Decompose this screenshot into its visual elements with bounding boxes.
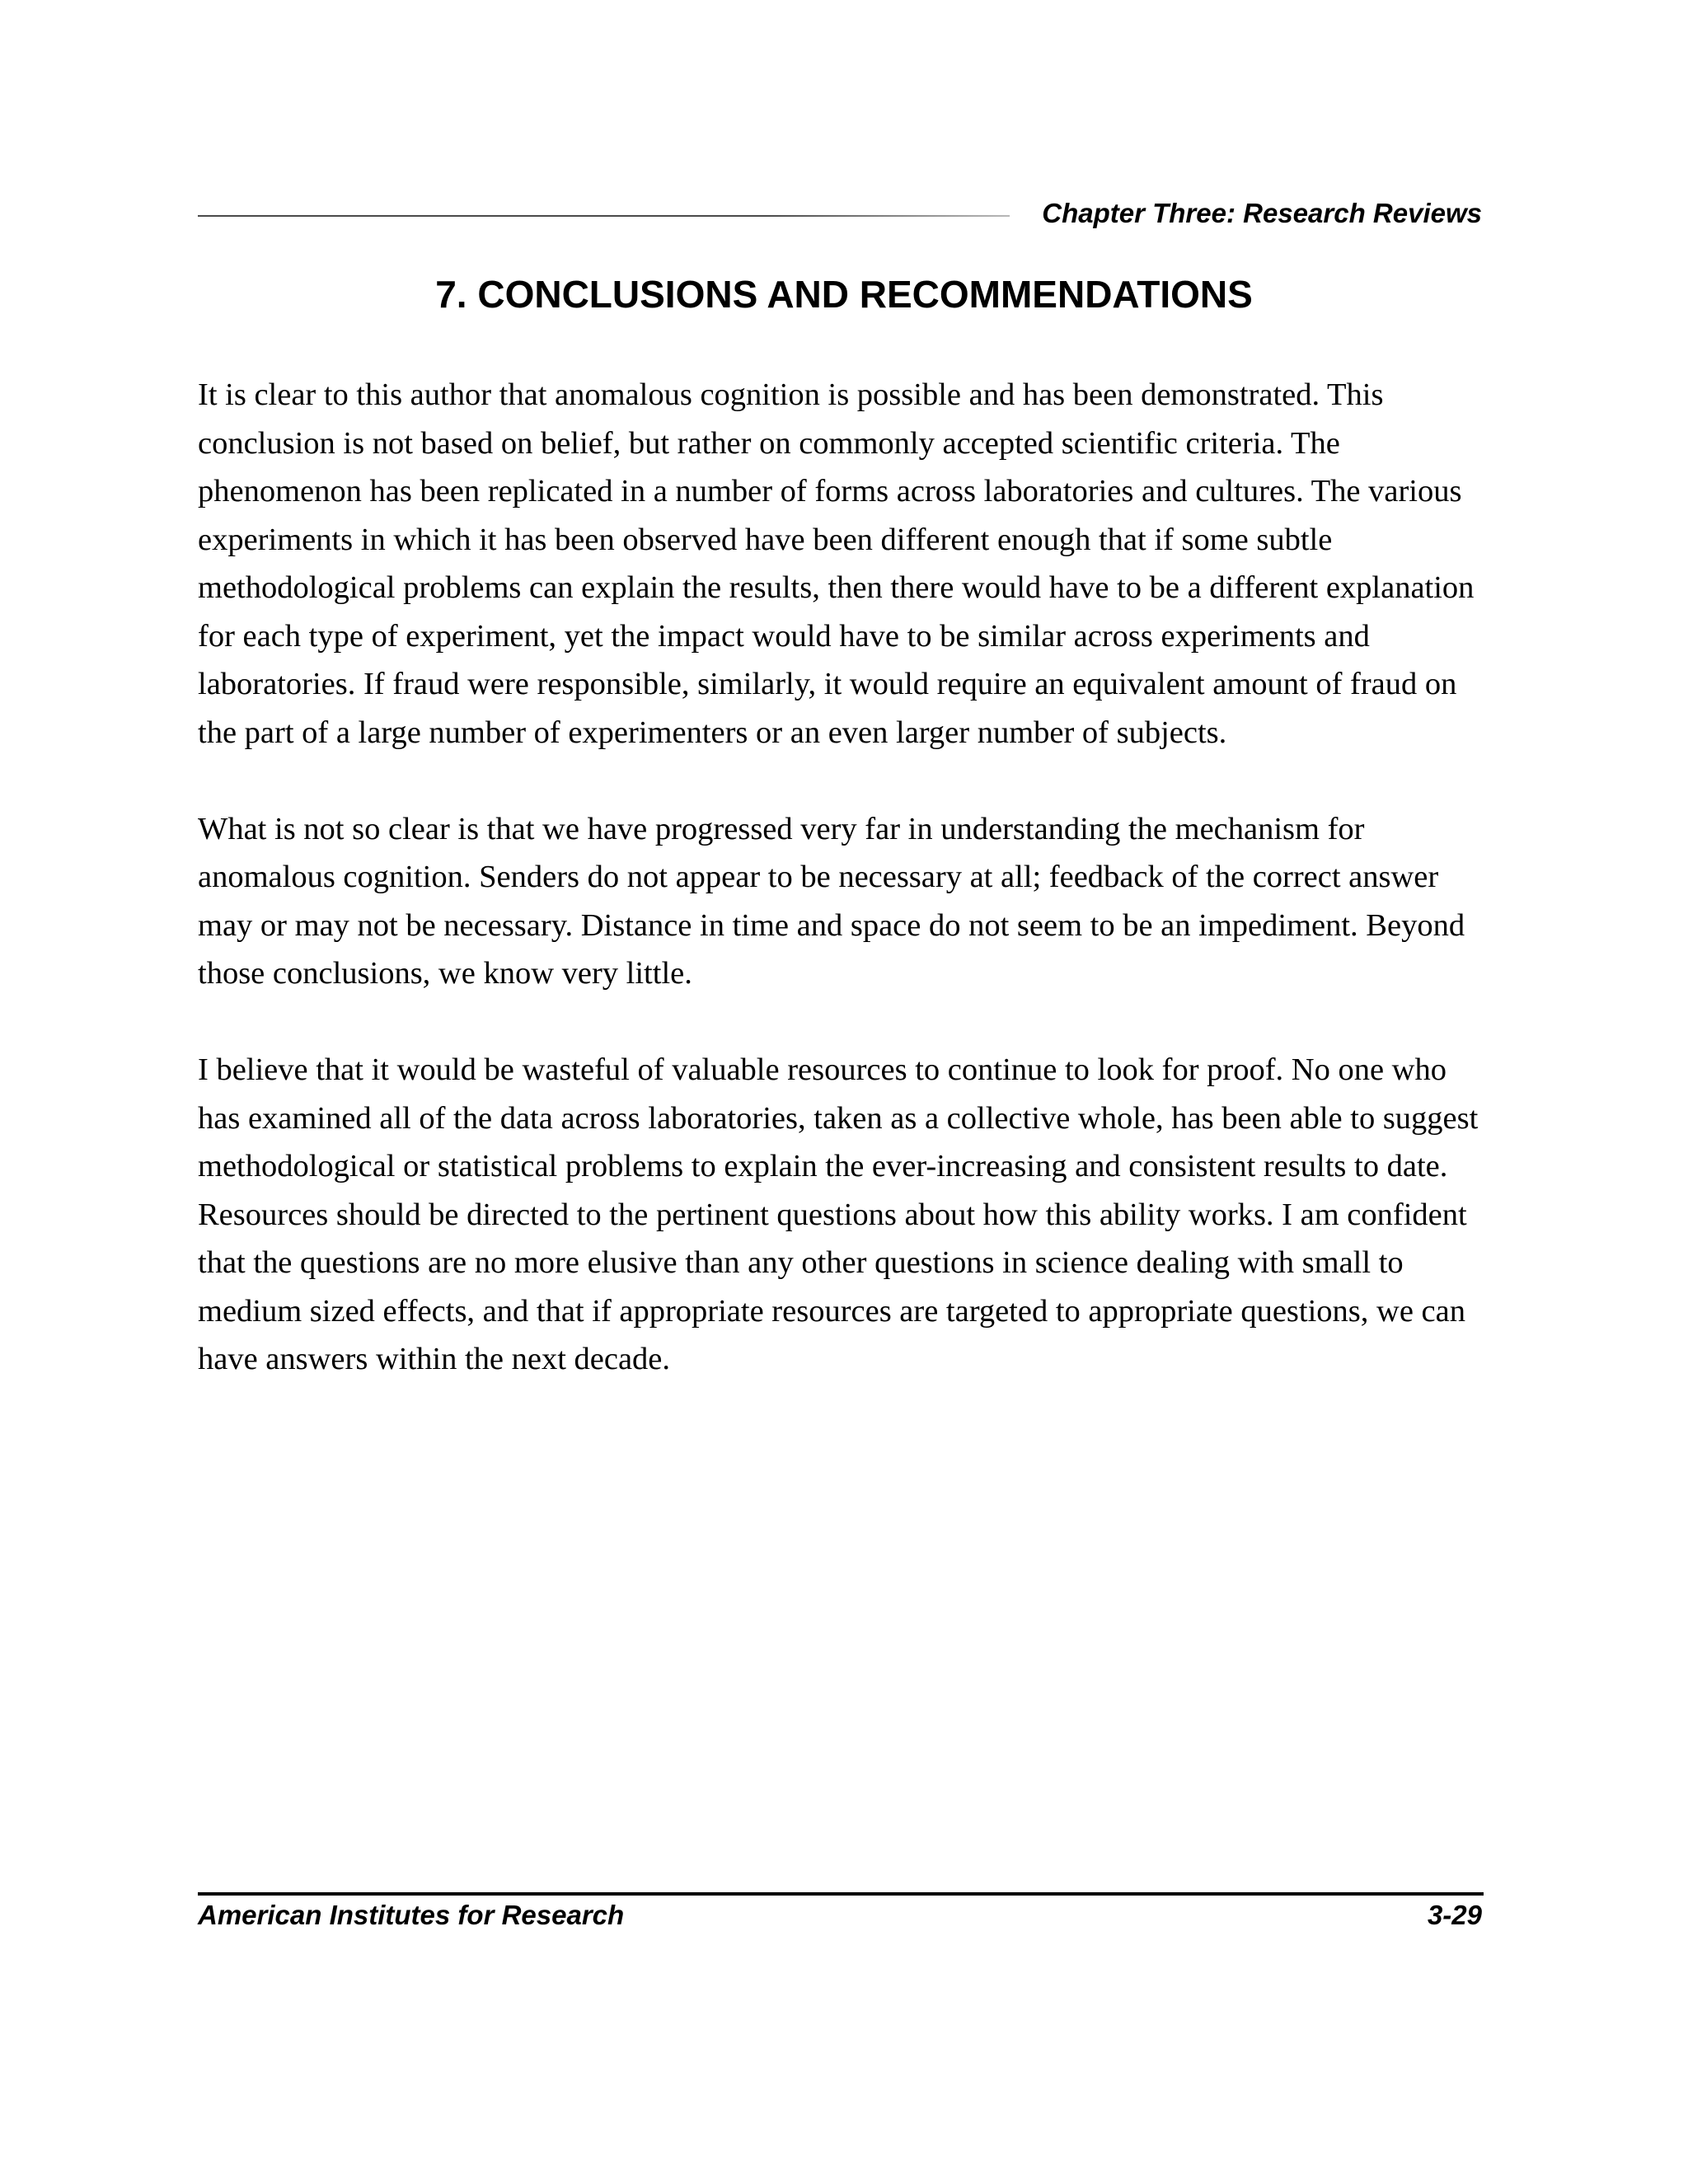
paragraph-mechanism: What is not so clear is that we have progressed very far in understanding the mechanism for anomalous cognition. Senders do not appear to be necessary at all; feedback of the correct answer may or may not be necessary. Distance in time and space do not seem to be an impediment. Beyond those conclusions, we know very little.: [198, 811, 1465, 991]
chapter-header-title: Chapter Three: Research Reviews: [1042, 198, 1482, 228]
section-title: 7. CONCLUSIONS AND RECOMMENDATIONS: [435, 273, 1253, 316]
paragraph-recommendation: I believe that it would be wasteful of valuable resources to continue to look for proof. No one who has examined all of the data across laboratories, taken as a collective whole, has been able to suggest methodological or statistical problems to explain the ever-increasing and consistent results to date. Resources should be directed to the pertinent questions about how this ability works. I am confident that the questions are no more elusive than any other questions in science dealing with small to medium sized effects, and that if appropriate resources are targeted to appropriate questions, we can have answers within the next decade.: [198, 1052, 1479, 1376]
footer-organization: American Institutes for Research: [198, 1900, 625, 1930]
header-rule: [198, 215, 1010, 217]
body-text: [198, 371, 1493, 1432]
footer-rule: [198, 1892, 1484, 1896]
footer-page-number: 3-29: [1427, 1900, 1482, 1930]
paragraph-evidence: It is clear to this author that anomalous cognition is possible and has been demonstrated. This conclusion is not based on belief, but rather on commonly accepted scientific criteria. The phenomenon has been replicated in a number of forms across laboratories and cultures. The various experiments in which it has been observed have been different enough that if some subtle methodological problems can explain the results, then there would have to be a different explanation for each type of experiment, yet the impact would have to be similar across experiments and laboratories. If fraud were responsible, similarly, it would require an equivalent amount of fraud on the part of a large number of experimenters or an even larger number of subjects.: [198, 377, 1475, 750]
